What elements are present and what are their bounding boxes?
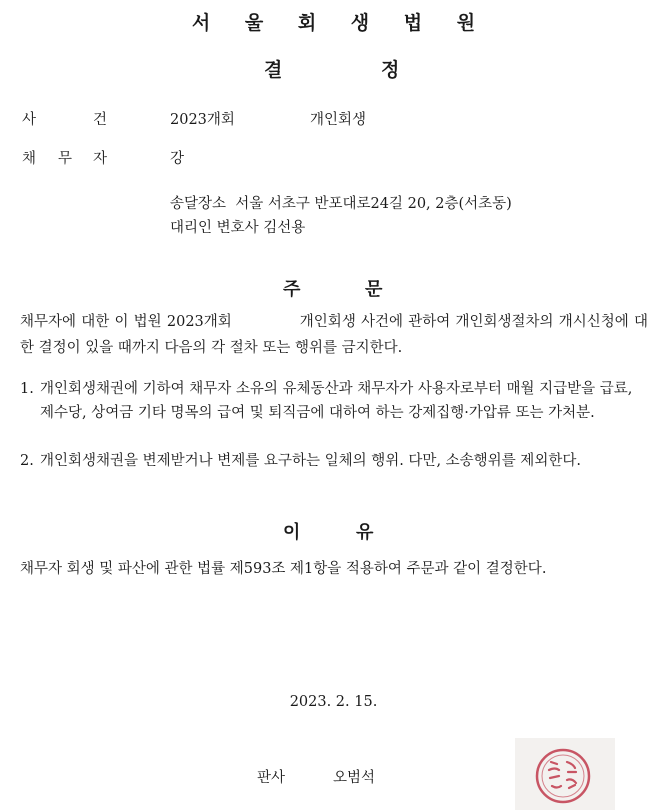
service-address: 송달장소 서울 서초구 반포대로24길 20, 2층(서초동)	[170, 196, 512, 212]
reason-text: 채무자 회생 및 파산에 관한 법률 제593조 제1항을 적용하여 주문과 같이 결정한다.	[20, 561, 547, 577]
case-number: 2023개회	[170, 112, 235, 128]
order-intro-part1: 채무자에 대한 이 법원 2023개회	[20, 314, 232, 330]
order-intro-part2: 개인회생 사건에 관하여 개인회생절차의 개시신청에 대한 결정이 있을 때까지 다음의 각 절차 또는 행위를 금지한다.	[20, 314, 648, 356]
document-type-char-1: 결	[264, 59, 283, 81]
reason-heading	[0, 518, 667, 542]
case-type: 개인회생	[310, 112, 367, 128]
judge-name: 오범석	[333, 770, 376, 786]
order-item-text: 개인회생채권에 기하여 채무자 소유의 유체동산과 채무자가 사용자로부터 매월 지급받을 급료, 제수당, 상여금 기타 명목의 급여 및 퇴직금에 대하여 하는 강제집행·가압류 또는 가처분.	[40, 381, 633, 421]
debtor-agent: 대리인 변호사 김선용	[170, 220, 306, 236]
seal-stamp-icon	[527, 742, 599, 808]
case-label	[0, 108, 160, 128]
case-label-char: 사	[22, 112, 37, 128]
debtor-label-char: 자	[93, 151, 108, 167]
debtor-label-char: 무	[58, 151, 73, 167]
order-item	[20, 377, 645, 425]
order-item-number: 1.	[20, 381, 34, 397]
reason-heading-char: 이	[283, 522, 301, 543]
debtor-label-char: 채	[22, 151, 37, 167]
judge-title: 판사	[257, 770, 286, 786]
reason-heading-char: 유	[356, 522, 374, 543]
order-item-number: 2.	[20, 453, 34, 469]
judge-seal	[515, 738, 615, 810]
debtor-label	[0, 147, 160, 167]
decision-date: 2023. 2. 15.	[289, 694, 378, 710]
document-type-char-2: 정	[381, 59, 400, 81]
order-heading	[0, 275, 667, 299]
debtor-name: 강	[170, 151, 185, 167]
order-item-text: 개인회생채권을 변제받거나 변제를 요구하는 일체의 행위. 다만, 소송행위를 제외한다.	[40, 453, 581, 469]
order-intro	[20, 309, 648, 361]
case-label-char: 건	[93, 112, 108, 128]
court-name: 서 울 회 생 법 원	[191, 12, 490, 34]
order-heading-char: 주	[283, 279, 301, 300]
order-heading-char: 문	[365, 279, 383, 300]
order-item	[20, 449, 645, 473]
